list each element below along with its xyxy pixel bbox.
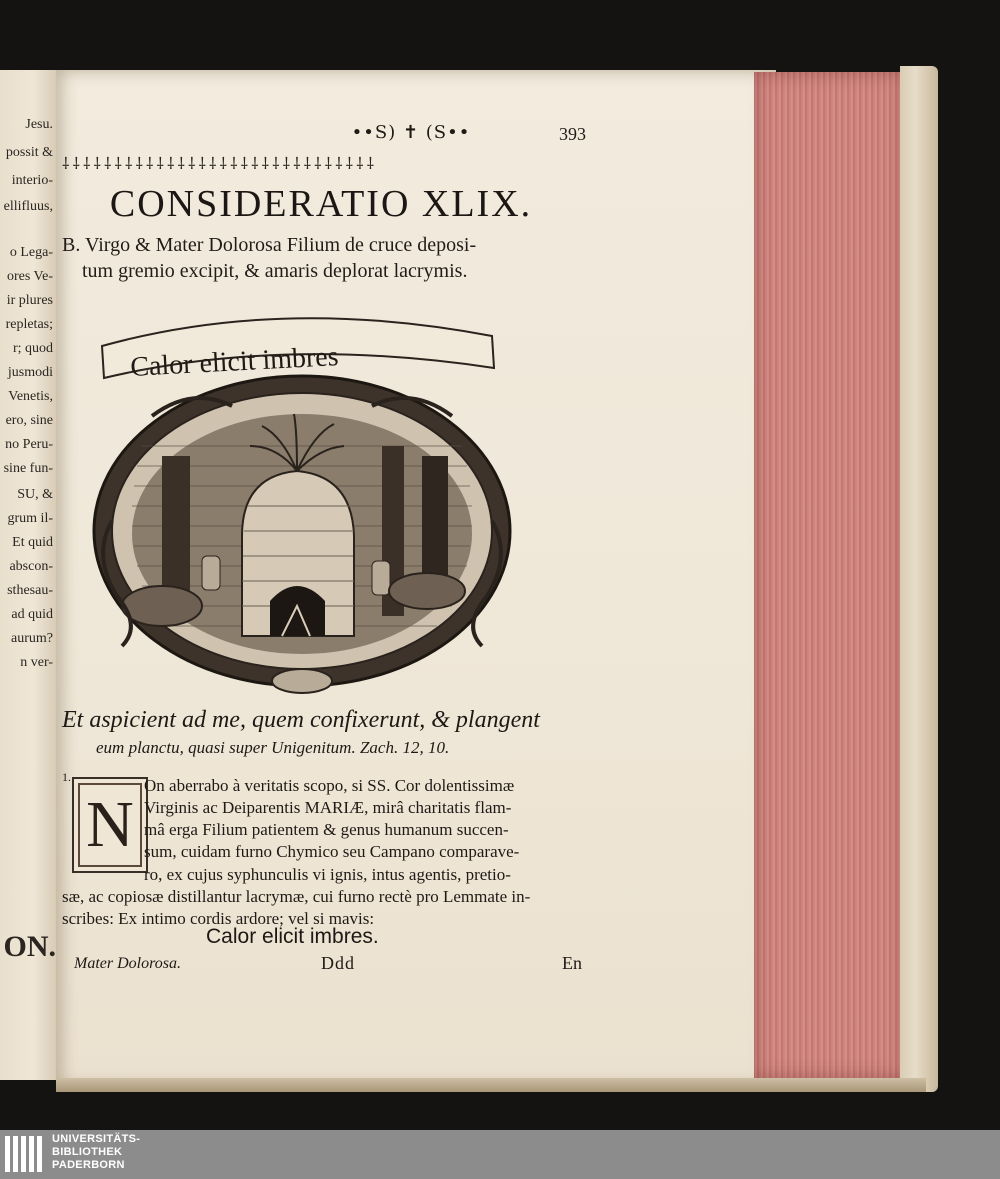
left-page-text-fragment: Venetis, [8, 389, 53, 404]
scripture-quote-line-1: Et aspicient ad me, quem confixerunt, & plangent [62, 707, 540, 733]
page-edges [754, 72, 904, 1078]
body-line: mâ erga Filium patientem & genus humanum succen- [144, 820, 509, 839]
footer-catchword: En [562, 953, 582, 973]
book-page [56, 70, 776, 1086]
library-name-line-2: BIBLIOTHEK [52, 1146, 123, 1158]
decorated-initial: N [72, 777, 148, 873]
book-bottom-edge [56, 1078, 926, 1092]
emblem-banner-text: Calor elicit imbres [129, 341, 340, 383]
left-page-text-fragment: ores Ve- [6, 269, 53, 284]
left-page-text-fragment: n ver- [20, 655, 53, 670]
lemma-line: Calor elicit imbres. [206, 925, 379, 948]
book-cover-edge [900, 66, 938, 1092]
body-line: Virginis ac Deiparentis MARIÆ, mirâ charitatis flam- [144, 798, 512, 817]
subtitle-line-2: tum gremio excipit, & amaris deplorat lacrymis. [82, 260, 468, 282]
ornament-band: ⸸⸸⸸⸸⸸⸸⸸⸸⸸⸸⸸⸸⸸⸸⸸⸸⸸⸸⸸⸸⸸⸸⸸⸸⸸⸸⸸⸸⸸⸸ [62, 154, 378, 172]
left-page-text-fragment: possit & [5, 145, 53, 160]
chapter-subtitle [62, 232, 582, 284]
body-line: On aberrabo à veritatis scopo, si SS. Cor dolentissimæ [144, 776, 515, 795]
left-page-text-fragment: r; quod [12, 341, 53, 356]
previous-page-fragment [0, 70, 56, 1080]
library-name-line-3: PADERBORN [52, 1159, 125, 1171]
library-name-line-1: UNIVERSITÄTS- [52, 1133, 141, 1145]
left-page-big-text: ON. [3, 930, 56, 963]
left-page-text-fragment: no Peru- [5, 437, 53, 452]
body-text-block [144, 775, 584, 863]
left-page-text-fragment: o Lega- [9, 245, 53, 260]
left-page-text-fragment: ero, sine [5, 413, 53, 428]
footer-signature: Ddd [321, 953, 355, 973]
body-line: ro, ex cujus syphunculis vi ignis, intus agentis, pretio- [144, 865, 511, 884]
left-page-text-fragment: SU, & [17, 487, 53, 502]
subtitle-line-1: B. Virgo & Mater Dolorosa Filium de cruce deposi- [62, 234, 477, 256]
body-line: sæ, ac copiosæ distillantur lacrymæ, cui furno rectè pro Lemmate in- [62, 887, 531, 906]
footer-book-title: Mater Dolorosa. [74, 955, 181, 972]
body-line: sum, cuidam furno Chymico seu Campano comparave- [144, 842, 520, 861]
left-page-text-fragment: grum il- [7, 511, 53, 526]
left-page-text-fragment: jusmodi [7, 365, 53, 380]
library-name [52, 1133, 140, 1172]
page-title: CONSIDERATIO XLIX. [109, 183, 533, 225]
library-footer-bar [0, 1130, 1000, 1179]
left-page-text-fragment: ir plures [6, 293, 53, 308]
paragraph-number: 1. [62, 770, 71, 784]
body-line: scribes: Ex intimo cordis ardore; vel si mavis: [62, 909, 375, 928]
left-page-text-fragment: Jesu. [25, 117, 53, 132]
running-head-ornament: ••S) ✝ (S•• [351, 122, 471, 143]
left-page-text-fragment: interio- [11, 173, 53, 188]
left-page-text-fragment: ellifluus, [3, 199, 53, 214]
body-text-block-2 [62, 864, 584, 930]
left-page-text-fragment: sthesau- [7, 583, 53, 598]
left-page-text-fragment: ad quid [11, 607, 53, 622]
left-page-text-fragment: sine fun- [3, 461, 53, 476]
left-page-text-fragment: abscon- [9, 559, 53, 574]
scripture-quote-line-2: eum planctu, quasi super Unigenitum. Zach. 12, 10. [96, 738, 450, 757]
emblem-engraving [82, 306, 522, 706]
page-number: 393 [559, 124, 586, 144]
left-page-text-fragment: repletas; [5, 317, 53, 332]
left-page-text-fragment: aurum? [11, 631, 53, 646]
library-logo-icon [3, 1132, 47, 1176]
left-page-text-fragment: Et quid [12, 535, 53, 550]
